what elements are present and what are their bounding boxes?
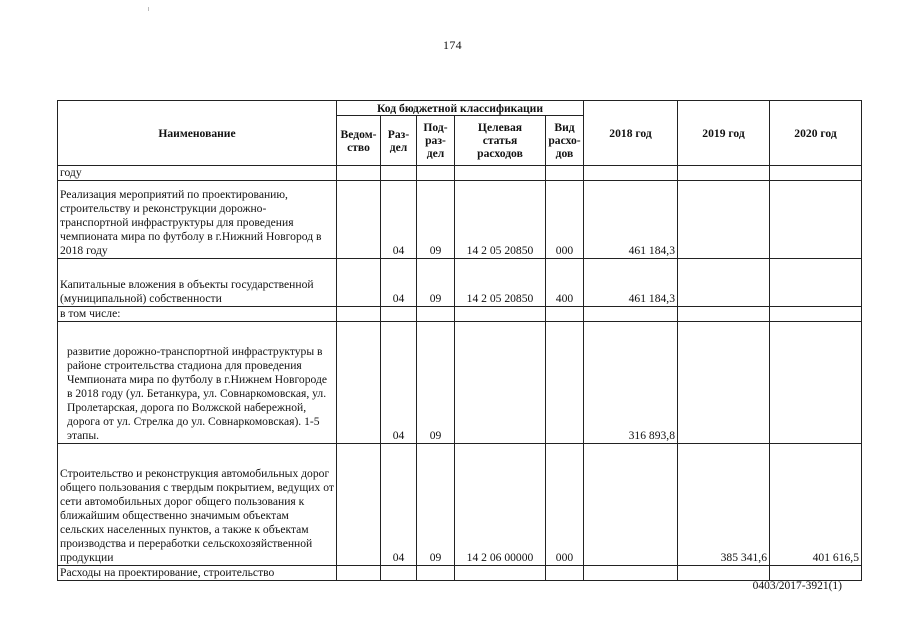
row-vedomstvo bbox=[337, 322, 381, 444]
row-podrazdel bbox=[417, 307, 455, 322]
row-tselevaya bbox=[455, 322, 546, 444]
row-tselevaya bbox=[455, 166, 546, 181]
row-2018: 316 893,8 bbox=[584, 322, 678, 444]
row-vedomstvo bbox=[337, 181, 381, 259]
header-name: Наименование bbox=[58, 101, 337, 166]
row-podrazdel bbox=[417, 166, 455, 181]
row-tselevaya: 14 2 05 20850 bbox=[455, 259, 546, 307]
row-tselevaya bbox=[455, 566, 546, 581]
header-razdel: Раз- дел bbox=[381, 116, 417, 166]
header-tselevaya: Целевая статья расходов bbox=[455, 116, 546, 166]
row-2018: 461 184,3 bbox=[584, 181, 678, 259]
row-tselevaya: 14 2 05 20850 bbox=[455, 181, 546, 259]
row-razdel: 04 bbox=[381, 444, 417, 566]
row-2020 bbox=[770, 181, 862, 259]
row-2020 bbox=[770, 307, 862, 322]
budget-table bbox=[57, 100, 862, 581]
row-2020 bbox=[770, 566, 862, 581]
row-vid: 000 bbox=[546, 181, 584, 259]
row-2020 bbox=[770, 166, 862, 181]
row-name: году bbox=[58, 166, 337, 181]
row-vedomstvo bbox=[337, 444, 381, 566]
row-name: Расходы на проектирование, строительство bbox=[58, 566, 337, 581]
row-razdel: 04 bbox=[381, 181, 417, 259]
row-razdel bbox=[381, 566, 417, 581]
row-podrazdel: 09 bbox=[417, 444, 455, 566]
row-2018 bbox=[584, 444, 678, 566]
header-2019: 2019 год bbox=[678, 101, 770, 166]
row-vid bbox=[546, 307, 584, 322]
header-vedomstvo: Ведом- ство bbox=[337, 116, 381, 166]
row-2018 bbox=[584, 166, 678, 181]
row-razdel bbox=[381, 166, 417, 181]
row-razdel bbox=[381, 307, 417, 322]
row-2018 bbox=[584, 307, 678, 322]
row-podrazdel bbox=[417, 566, 455, 581]
header-podrazdel: Под- раз- дел bbox=[417, 116, 455, 166]
row-vedomstvo bbox=[337, 259, 381, 307]
table-row bbox=[58, 181, 862, 259]
row-2019 bbox=[678, 307, 770, 322]
row-razdel: 04 bbox=[381, 259, 417, 307]
row-vid bbox=[546, 566, 584, 581]
row-name: в том числе: bbox=[58, 307, 337, 322]
row-2019 bbox=[678, 181, 770, 259]
scan-speck bbox=[148, 7, 149, 11]
table-row bbox=[58, 566, 862, 581]
row-razdel: 04 bbox=[381, 322, 417, 444]
row-vid: 000 bbox=[546, 444, 584, 566]
row-name: Строительство и реконструкция автомобильных дорог общего пользования с твердым покрытием, ведущих от сети автомобильных дорог общего пользования к ближайшим общественно значимым объектам сельских населенных пунктов, а также к объектам производства и переработки сельскохозяйственной продукции bbox=[58, 444, 337, 566]
row-2020: 401 616,5 bbox=[770, 444, 862, 566]
row-2019 bbox=[678, 566, 770, 581]
row-podrazdel: 09 bbox=[417, 181, 455, 259]
row-name: развитие дорожно-транспортной инфраструктуры в районе строительства стадиона для проведения Чемпионата мира по футболу в г.Нижнем Новгороде в 2018 году (ул. Бетанкура, ул. Совнаркомовская, ул. Пролетарская, дорога по Волжской набережной, дорога от ул. Стрелка до ул. Совнаркомовская). 1-5 этапы. bbox=[58, 322, 337, 444]
table-row bbox=[58, 322, 862, 444]
table-row bbox=[58, 307, 862, 322]
row-podrazdel: 09 bbox=[417, 259, 455, 307]
row-vid bbox=[546, 322, 584, 444]
row-2018 bbox=[584, 566, 678, 581]
row-2020 bbox=[770, 259, 862, 307]
row-2019: 385 341,6 bbox=[678, 444, 770, 566]
document-code: 0403/2017-3921(1) bbox=[752, 580, 842, 592]
row-2019 bbox=[678, 259, 770, 307]
row-2018: 461 184,3 bbox=[584, 259, 678, 307]
row-name: Капитальные вложения в объекты государственной (муниципальной) собственности bbox=[58, 259, 337, 307]
row-vedomstvo bbox=[337, 166, 381, 181]
row-vedomstvo bbox=[337, 307, 381, 322]
page-number: 174 bbox=[443, 38, 462, 52]
row-2019 bbox=[678, 166, 770, 181]
row-tselevaya: 14 2 06 00000 bbox=[455, 444, 546, 566]
row-2019 bbox=[678, 322, 770, 444]
row-name: Реализация мероприятий по проектированию, строительству и реконструкции дорожно-транспортной инфраструктуры для проведения чемпионата мира по футболу в г.Нижний Новгород в 2018 году bbox=[58, 181, 337, 259]
table-row bbox=[58, 444, 862, 566]
row-podrazdel: 09 bbox=[417, 322, 455, 444]
row-vid bbox=[546, 166, 584, 181]
row-tselevaya bbox=[455, 307, 546, 322]
header-code-group: Код бюджетной классификации bbox=[337, 101, 584, 116]
header-vid: Вид расхо- дов bbox=[546, 116, 584, 166]
header-2018: 2018 год bbox=[584, 101, 678, 166]
row-vid: 400 bbox=[546, 259, 584, 307]
row-2020 bbox=[770, 322, 862, 444]
table-row bbox=[58, 259, 862, 307]
header-2020: 2020 год bbox=[770, 101, 862, 166]
table-row bbox=[58, 166, 862, 181]
row-vedomstvo bbox=[337, 566, 381, 581]
